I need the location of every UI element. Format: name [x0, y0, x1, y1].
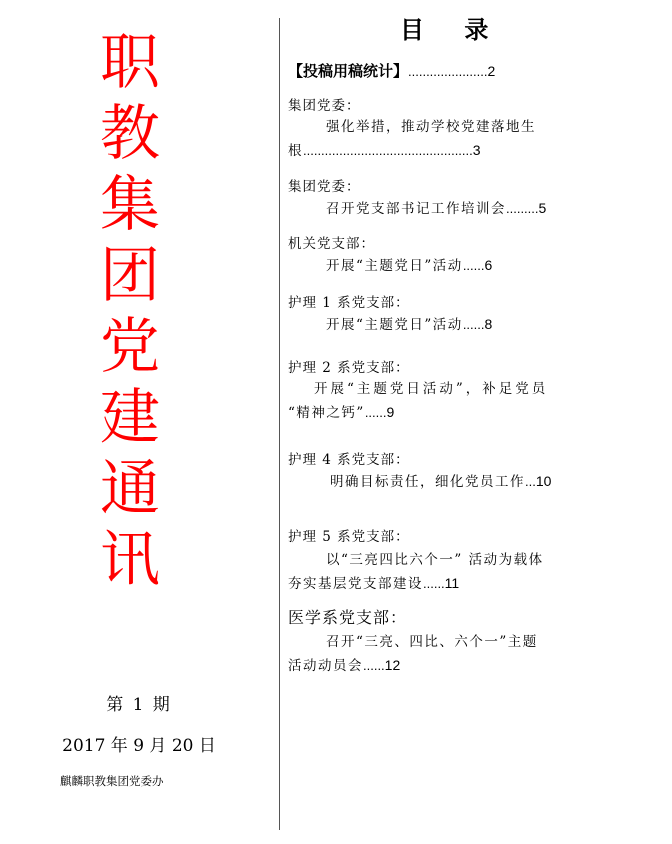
- toc-entry-title-cont: 根: [288, 143, 303, 159]
- toc-page-number: 6: [484, 257, 493, 273]
- masthead-char: 讯: [100, 525, 160, 595]
- toc-page-number: 11: [444, 575, 460, 591]
- masthead-char: 团: [100, 241, 160, 311]
- toc-entry-title: 召开党支部书记工作培训会: [326, 201, 506, 217]
- masthead-char: 集: [100, 170, 160, 240]
- toc-entry-heading: 机关党支部：: [288, 236, 375, 252]
- toc-entry[interactable]: [288, 293, 598, 337]
- toc-entry-title: 开展“主题党日活动”，补足党员: [314, 381, 549, 397]
- toc-page-number: 8: [484, 316, 493, 332]
- toc-entry-heading: 护理 1 系党支部：: [288, 295, 410, 311]
- toc-entry[interactable]: [288, 177, 598, 221]
- toc-leader: ......: [364, 405, 387, 420]
- toc-leader: .........: [506, 201, 539, 216]
- toc-entry-title-cont: 夯实基层党支部建设: [288, 576, 423, 592]
- toc-entry-heading: 护理 5 系党支部：: [288, 529, 410, 545]
- toc-entry-title: 以“三亮四比六个一” 活动为载体: [326, 552, 544, 568]
- toc-leader: ...............................................: [303, 143, 473, 158]
- masthead-char: 通: [100, 454, 160, 524]
- toc-entry-heading: 医学系党支部：: [288, 608, 408, 627]
- toc-page-number: 3: [472, 142, 481, 158]
- toc-page-number: 2: [487, 63, 496, 79]
- publisher: 麒麟职教集团党委办: [60, 774, 164, 788]
- toc-entry-title: 召开“三亮、四比、六个一”主题: [326, 634, 538, 650]
- toc-entry-heading: 护理 2 系党支部：: [288, 360, 410, 376]
- toc-page-number: 9: [386, 404, 395, 420]
- toc-entry-heading: 【投稿用稿统计】: [288, 63, 409, 80]
- toc-entry-title-cont: 活动动员会: [288, 658, 363, 674]
- toc-entry[interactable]: [288, 450, 598, 494]
- masthead-char: 党: [100, 312, 160, 382]
- issue-number: 第 1 期: [106, 695, 172, 715]
- toc-page-number: 12: [384, 657, 401, 673]
- toc-entry-heading: 集团党委：: [288, 98, 361, 114]
- toc-entry[interactable]: [288, 96, 598, 163]
- toc-entry-title: 明确目标责任，细化党员工作: [330, 474, 525, 490]
- toc-leader: ......: [462, 258, 485, 273]
- toc-entry[interactable]: [288, 234, 598, 278]
- toc-entry[interactable]: [288, 60, 598, 81]
- toc-entry[interactable]: [288, 607, 598, 678]
- masthead-char: 建: [100, 383, 160, 453]
- toc-leader: ......................: [408, 64, 488, 79]
- toc-leader: ......: [363, 658, 385, 673]
- toc-entry-title: 开展“主题党日”活动: [326, 258, 463, 274]
- toc-title: 目 录: [400, 15, 505, 44]
- toc-entry[interactable]: [288, 358, 598, 425]
- toc-entry-heading: 集团党委：: [288, 179, 361, 195]
- toc-page-number: 5: [538, 200, 547, 216]
- toc-entry-heading: 护理 4 系党支部：: [288, 452, 410, 468]
- masthead-char: 职: [100, 28, 160, 98]
- toc-entry[interactable]: [288, 527, 598, 596]
- masthead-char: 教: [100, 99, 160, 169]
- toc-leader: ...: [525, 474, 536, 489]
- toc-leader: ......: [423, 576, 445, 591]
- issue-date: 2017 年 9 月 20 日: [62, 736, 216, 756]
- toc-entry-title: 开展“主题党日”活动: [326, 317, 463, 333]
- masthead-title: [90, 28, 170, 596]
- toc-entry-title-cont: “精神之钙”: [288, 405, 365, 421]
- toc-entry-title: 强化举措，推动学校党建落地生: [326, 119, 536, 135]
- column-divider: [279, 18, 280, 830]
- toc-page-number: 10: [535, 473, 552, 489]
- cover-left-column: [0, 0, 278, 844]
- toc-leader: ......: [462, 317, 485, 332]
